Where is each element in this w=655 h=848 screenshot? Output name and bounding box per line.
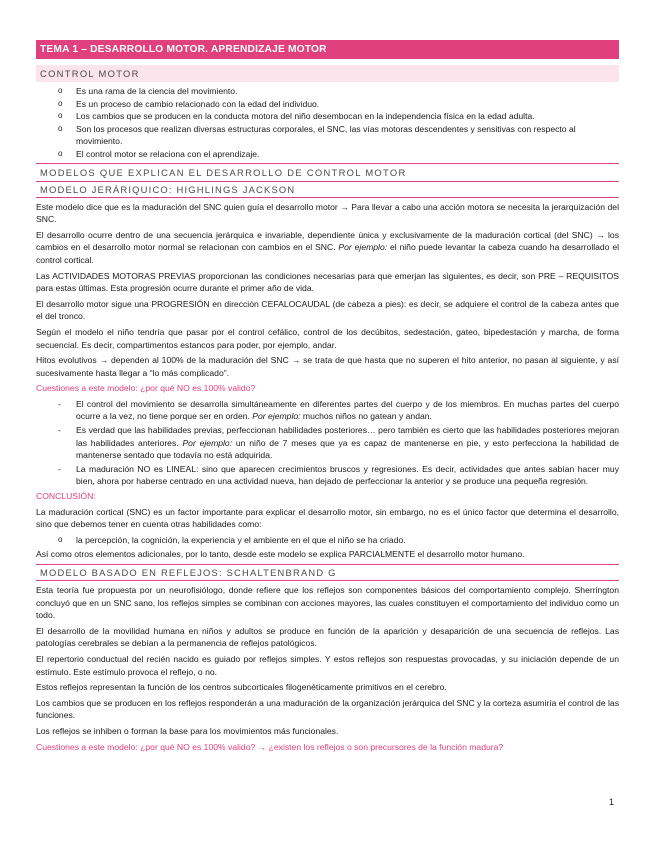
- circle-bullet-icon: o: [58, 148, 63, 158]
- section-heading-control-motor: CONTROL MOTOR: [36, 65, 619, 82]
- list-item: o Los cambios que se producen en la conducta motora del niño desembocan en la independencia física en la edad adulta.: [58, 111, 535, 122]
- chapter-title: TEMA 1 – DESARROLLO MOTOR. APRENDIZAJE MOTOR: [36, 40, 619, 59]
- conclusion-label: CONCLUSIÓN:: [36, 491, 96, 502]
- document-page: [36, 40, 619, 756]
- circle-bullet-icon: o: [58, 111, 63, 121]
- critique-list: [36, 398, 619, 488]
- paragraph: Los reflejos se inhiben o forman la base para los movimientos más funcionales.: [36, 725, 339, 736]
- circle-bullet-icon: o: [58, 123, 63, 133]
- paragraph: Hitos evolutivos → dependen al 100% de la maduración del SNC → se trata de que hasta que no superen el hito anterior, no pasan al siguiente, y así sucesivamente hasta llegar a “lo más complicado”.: [36, 355, 619, 378]
- list-item: - El control del movimiento se desarrolla simultáneamente en diferentes partes del cuerpo y de los miembros. En muchas partes del cuerpo ocurre a la vez, no tiene porque ser en orden. Por ejemplo: muchos niños no gatean y andan.: [58, 398, 619, 422]
- list-item: - La maduración NO es LINEAL: sino que aparecen crecimientos bruscos y regresiones. Es decir, actividades que antes sabían hacer muy bien, ahora por haberse centrado en una actividad nueva, han dejado de perfeccionar la anterior y se produce una pequeña regresión.: [58, 463, 619, 487]
- circle-bullet-icon: o: [58, 98, 63, 108]
- list-item: o Es un proceso de cambio relacionado con la edad del individuo.: [58, 98, 320, 109]
- dash-bullet-icon: -: [58, 463, 61, 474]
- dash-bullet-icon: -: [58, 398, 61, 409]
- paragraph: El desarrollo de la movilidad humana en niños y adultos se produce en función de la aparición y desaparición de una secuencia de reflejos. Las patologías cerebrales se debían a la permanencia de reflejos patológicos.: [36, 625, 619, 649]
- paragraph: Este modelo dice que es la maduración del SNC quien guía el desarrollo motor → Para llevar a cabo una acción motora se necesita la jerarquización del SNC.: [36, 201, 619, 225]
- question-line: Cuestiones a este modelo: ¿por qué NO es 100% valido?: [36, 383, 256, 394]
- page-number: 1: [609, 797, 615, 807]
- paragraph: Según el modelo el niño tendría que pasar por el control cefálico, control de los decúbitos, sedestación, gateo, bipedestación y marcha, de forma secuencial. Es decir, compartimentos estancos para poder, por ejemplo, andar.: [36, 326, 619, 350]
- list-item: - Es verdad que las habilidades previas, perfeccionan habilidades posteriores… pero también es cierto que las habilidades posteriores mejoran las habilidades anteriores. Por ejemplo: un niño de 7 meses que ya es capaz de mantenerse en pie, y esto perfecciona la habilidad de mantenerse sentado que todavía no está adquirida.: [58, 425, 619, 461]
- circle-bullet-icon: o: [58, 86, 63, 95]
- control-motor-list: [36, 85, 619, 161]
- subsection-heading-modelo-reflejos: MODELO BASADO EN REFLEJOS: SCHALTENBRAND G: [36, 564, 619, 581]
- list-item: o Son los procesos que realizan diversas estructuras corporales, el SNC, las vías motoras descendentes y sensitivas con respecto al movimiento.: [58, 123, 576, 147]
- paragraph: El desarrollo motor sigue una PROGRESIÓN en dirección CEFALOCAUDAL (de cabeza a pies): es decir, se adquiere el control de la cabeza antes que el del tronco.: [36, 298, 619, 322]
- dash-bullet-icon: -: [58, 425, 61, 436]
- paragraph: Esta teoría fue propuesta por un neurofisiólogo, donde refiere que los reflejos son componentes básicos del comportamiento complejo. Sherrington concluyó que en un SNC sano, los reflejos simples se combinan con acciones mayores, las cuales constituyen el comportamiento del individuo como un todo.: [36, 585, 619, 621]
- question-line: Cuestiones a este modelo: ¿por qué NO es 100% valido? → ¿existen los reflejos o son precursores de la función madura?: [36, 741, 504, 752]
- paragraph: Estos reflejos representan la función de los centros subcorticales filogenéticamente primitivos en el cerebro.: [36, 682, 447, 693]
- list-item: o la percepción, la cognición, la experiencia y el ambiente en el que el niño se ha criado.: [58, 534, 406, 545]
- paragraph: El repertorio conductual del recién nacido es guiado por reflejos simples. Y estos reflejos son respuestas provocadas, y su iniciación depende de un estímulo. Este estímulo provoca el reflejo, o no.: [36, 653, 619, 677]
- conclusion-list: [36, 534, 619, 547]
- section-heading-modelos: MODELOS QUE EXPLICAN EL DESARROLLO DE CONTROL MOTOR: [36, 163, 619, 182]
- circle-bullet-icon: o: [58, 534, 63, 544]
- paragraph: La maduración cortical (SNC) es un factor importante para explicar el desarrollo motor, sin embargo, no es el único factor que determina el desarrollo, sino que debemos tener en cuenta otras habilidades como:: [36, 506, 619, 530]
- paragraph: El desarrollo ocurre dentro de una secuencia jerárquica e invariable, dependiente única y exclusivamente de la maduración cortical (del SNC) → los cambios en el desarrollo motor normal se relacionan con cambios en el SNC. Por ejemplo: el niño puede levantar la cabeza cuando ha desarrollado el control cortical.: [36, 229, 620, 265]
- list-item: o Es una rama de la ciencia del movimiento.: [58, 86, 238, 96]
- paragraph: Las ACTIVIDADES MOTORAS PREVIAS proporcionan las condiciones necesarias para que emerjan las siguientes, es decir, son PRE – REQUISITOS para estas últimas. Esta progresión ocurre durante el primer año de vida.: [36, 270, 619, 294]
- subsection-heading-modelo-jerarquico: MODELO JERÁRIQUICO: HIGHLINGS JACKSON: [36, 182, 619, 198]
- paragraph: Así como otros elementos adicionales, por lo tanto, desde este modelo se explica PARCIALMENTE el desarrollo motor humano.: [36, 549, 525, 560]
- paragraph: Los cambios que se producen en los reflejos responderán a una maduración de la organización jerárquica del SNC y la corteza asumiría el control de las funciones.: [36, 697, 619, 721]
- list-item: o El control motor se relaciona con el aprendizaje.: [58, 148, 260, 159]
